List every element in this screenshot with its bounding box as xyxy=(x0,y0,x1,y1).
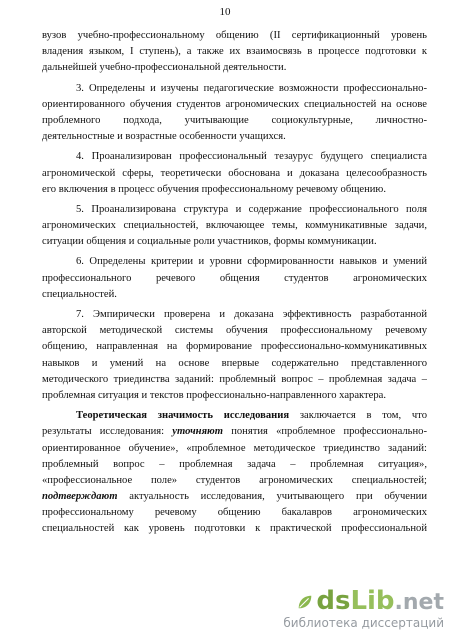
text-line: профессионального речевого общения студентов агрономических xyxy=(42,272,427,284)
watermark-logo xyxy=(234,588,444,616)
text-line: 7. Эмпирически проверена и доказана эффективность разработанной xyxy=(76,309,427,320)
text-line: его включения в процесс обучения профессиональному речевому общению. xyxy=(42,183,386,195)
text-line: навыков и умений на основе впервые содержательно представленного xyxy=(42,357,427,369)
paragraph xyxy=(42,254,427,303)
leaf-icon xyxy=(296,593,314,611)
watermark-brand-net: .net xyxy=(394,590,444,615)
text-line: ситуации общения и социальные роли участников, формы коммуникации. xyxy=(42,236,377,248)
text-span: понятия «проблемное профессионально- xyxy=(223,426,427,438)
emphasis-term: уточняют xyxy=(172,426,223,438)
significance-heading: Теоретическая значимость исследования xyxy=(76,410,290,422)
significance-paragraph xyxy=(42,408,427,538)
text-line: профессиональному речевому общению бакалавров агрономических xyxy=(42,507,427,519)
text-line: 6. Определены критерии и уровни сформированности навыков и умений xyxy=(76,256,427,268)
text-line: методического триединства заданий: проблемный вопрос – проблемная задача – xyxy=(42,373,427,385)
watermark-brand-ds: ds xyxy=(316,586,351,616)
dslib-watermark xyxy=(234,588,444,632)
text-line: агрономической сферы, теоретически обоснована и доказана целесообразность xyxy=(42,167,427,179)
paragraph xyxy=(42,28,427,77)
text-line: владения языком, I ступень), а также их взаимосвязь в процессе подготовки к xyxy=(42,46,427,58)
watermark-subtitle: библиотека диссертаций xyxy=(283,616,444,630)
text-line: вузов учебно-профессиональному общению (II сертификационный уровень xyxy=(42,30,427,41)
text-line: общению, направленная на формирование профессионально-коммуникативных xyxy=(42,341,427,353)
text-span: результаты исследования: xyxy=(42,426,173,438)
text-line: 3. Определены и изучены педагогические возможности профессионально- xyxy=(76,82,427,94)
paragraph xyxy=(42,149,427,198)
text-line: деятельностные и возрастные особенности учащихся. xyxy=(42,131,286,143)
text-line: специальностей как уровень подготовки к практической профессиональной xyxy=(42,523,427,535)
text-span: заключается в том, что xyxy=(289,410,427,422)
text-line: дальнейшей учебно-профессиональной деятельности. xyxy=(42,62,287,74)
text-line: 5. Проанализирована структура и содержание профессионального поля xyxy=(76,203,427,215)
page-number: 10 xyxy=(219,6,231,18)
text-line: проблемный вопрос – проблемная задача – проблемная ситуация», xyxy=(42,458,427,470)
text-line xyxy=(42,424,427,440)
watermark-brand-lib: Lib xyxy=(350,586,395,616)
text-line: «профессиональное поле» студентов агрономических специальностей; xyxy=(42,474,427,486)
text-line: специальностей. xyxy=(42,288,117,300)
text-line: агрономических специальностей, включающее темы, коммуникативные задачи, xyxy=(42,220,427,232)
text-line: ориентированное обучение», «проблемное методическое триединство заданий: xyxy=(42,442,427,454)
text-line: авторской методической системы обучения профессиональному речевому xyxy=(42,325,427,337)
text-line xyxy=(42,489,427,505)
text-line: ориентированного обучения студентов агрономических специальностей на основе xyxy=(42,98,427,110)
text-line xyxy=(42,408,427,424)
text-line: 4. Проанализирован профессиональный тезаурус будущего специалиста xyxy=(76,151,427,163)
paragraph xyxy=(42,202,427,251)
text-span: актуальность исследования, учитывающего при обучении xyxy=(117,491,427,503)
emphasis-term: подтверждают xyxy=(42,491,118,503)
paragraph xyxy=(42,307,427,404)
paragraph xyxy=(42,81,427,146)
text-line: проблемная ситуация и текстов профессионально-направленного характера. xyxy=(42,389,387,401)
text-line: проблемного подхода, учитывающие социокультурные, личностно- xyxy=(42,114,427,126)
document-body xyxy=(42,28,427,538)
